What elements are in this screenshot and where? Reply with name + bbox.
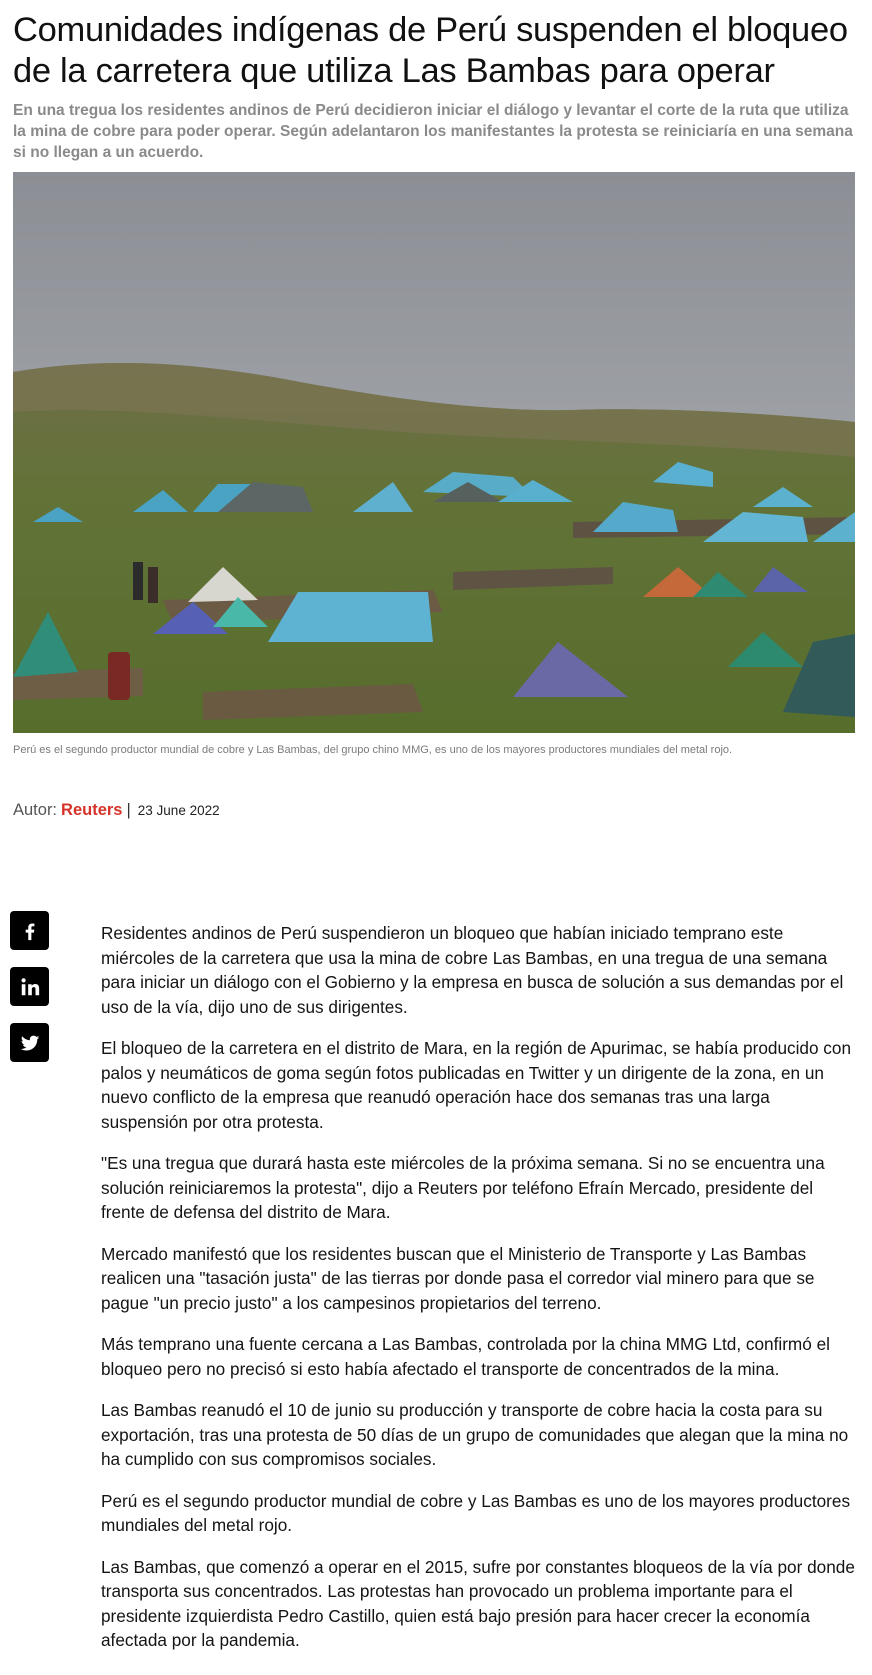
article-title: Comunidades indígenas de Perú suspenden el bloqueo de la carretera que utiliza Las Bambas para operar	[13, 11, 848, 90]
author-label: Autor:	[13, 800, 58, 819]
byline	[13, 798, 220, 822]
image-caption: Perú es el segundo productor mundial de cobre y Las Bambas, del grupo chino MMG, es uno de los mayores productores mundiales del metal rojo.	[13, 744, 733, 756]
article-paragraph: Las Bambas reanudó el 10 de junio su producción y transporte de cobre hacia la costa para su exportación, tras una protesta de 50 días de un grupo de comunidades que alegan que la mina no ha cumplido con sus compromisos sociales.	[101, 1400, 849, 1469]
twitter-share-button[interactable]	[10, 1023, 49, 1062]
article-paragraph: Más temprano una fuente cercana a Las Bambas, controlada por la china MMG Ltd, confirmó el bloqueo pero no precisó si esto había afectado el transporte de concentrados de la mina.	[101, 1334, 830, 1379]
facebook-share-button[interactable]	[10, 911, 49, 950]
article-paragraph: Perú es el segundo productor mundial de cobre y Las Bambas es uno de los mayores productores mundiales del metal rojo.	[101, 1490, 851, 1535]
author-link[interactable]: Reuters	[61, 800, 123, 819]
article-paragraph: Mercado manifestó que los residentes buscan que el Ministerio de Transporte y Las Bambas realicen una "tasación justa" de las tierras por donde pasa el corredor vial minero para que se pague "un precio justo" a los campesinos propietarios del terreno.	[101, 1243, 815, 1313]
facebook-icon	[19, 920, 41, 942]
article-paragraph: "Es una tregua que durará hasta este miércoles de la próxima semana. Si no se encuentra una solución reiniciaremos la protesta", dijo a Reuters por teléfono Efraín Mercado, presidente del frente de defensa del distrito de Mara.	[101, 1153, 825, 1222]
article-photo	[13, 172, 855, 733]
share-bar	[10, 911, 49, 1079]
article-paragraph: Las Bambas, que comenzó a operar en el 2015, sufre por constantes bloqueos de la vía por donde transporta sus concentrados. Las protestas han provocado un problema importante para el presidente izquierdista Pedro Castillo, quien está bajo presión para hacer crecer la economía afectada por la pandemia.	[101, 1556, 855, 1650]
article-paragraph: Residentes andinos de Perú suspendieron un bloqueo que habían iniciado temprano este miércoles de la carretera que usa la mina de cobre Las Bambas, en una tregua de una semana para iniciar un diálogo con el Gobierno y la empresa en busca de solución a sus demandas por el uso de la vía, dijo uno de sus dirigentes.	[101, 923, 844, 1017]
linkedin-icon	[19, 976, 41, 998]
article-summary: En una tregua los residentes andinos de Perú decidieron iniciar el diálogo y levantar el corte de la ruta que utiliza la mina de cobre para poder operar. Según adelantaron los manifestantes la protesta se reiniciaría en una semana si no llegan a un acuerdo.	[13, 102, 853, 161]
linkedin-share-button[interactable]	[10, 967, 49, 1006]
byline-separator: |	[126, 800, 131, 819]
twitter-icon	[19, 1032, 41, 1054]
article-paragraph: El bloqueo de la carretera en el distrito de Mara, en la región de Apurimac, se había producido con palos y neumáticos de goma según fotos publicadas en Twitter y un dirigente de la zona, en un nuevo conflicto de la empresa que reanudó operación hace dos semanas tras una larga suspensión por otra protesta.	[101, 1038, 852, 1132]
publish-date: 23 June 2022	[137, 802, 220, 818]
article-body	[101, 921, 856, 1670]
